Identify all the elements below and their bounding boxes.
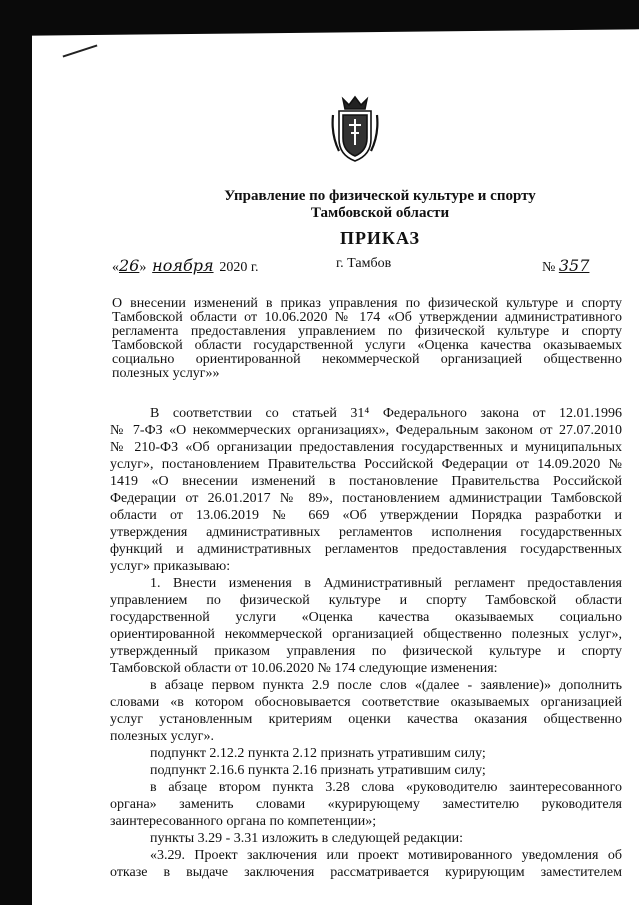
body-line: услуг», постановлением Правительства Российской Федерации от 14.09.2020 №	[110, 457, 622, 472]
body-line: 1. Внести изменения в Административный регламент предоставления	[150, 576, 622, 591]
number-value: 357	[558, 256, 590, 275]
department-name-line2: Тамбовской области	[310, 205, 450, 221]
date-year: 2020 г.	[219, 260, 259, 275]
body-line: словами «в котором обосновывается соответствие оказываемых организацией	[110, 695, 622, 710]
body-line: пункты 3.29 - 3.31 изложить в следующей редакции:	[150, 831, 464, 846]
body-line: подпункт 2.16.6 пункта 2.16 признать утратившим силу;	[150, 763, 486, 778]
date-close-quote: »	[139, 260, 147, 275]
city: г. Тамбов	[336, 256, 392, 271]
body-line: функций и административных регламентов предоставления государственных	[110, 542, 622, 557]
subject-line: О внесении изменений в приказ управления по физической культуре и спорту	[112, 296, 622, 311]
body-line: ориентированной некоммерческой организацией общественно полезных услуг»,	[110, 627, 622, 642]
body-line: утверждения административных регламентов исполнения государственных	[110, 525, 622, 540]
body-line: Тамбовской области от 10.06.2020 № 174 следующие изменения:	[110, 661, 498, 676]
scan-border-left	[0, 0, 32, 905]
body-line: в абзаце втором пункта 3.28 слова «руководителю заинтересованного	[150, 780, 622, 795]
body-line: Федерации от 26.01.2017 № 89», постановлением администрации Тамбовской	[110, 491, 622, 506]
body-line: области от 13.06.2019 № 669 «Об утверждении Порядка разработки и	[110, 508, 622, 523]
body-line: № 210-ФЗ «Об организации предоставления государственных и муниципальных	[110, 440, 622, 455]
number-label: №	[542, 260, 556, 275]
order-title: ПРИКАЗ	[339, 228, 421, 248]
scan-border-top	[0, 0, 639, 36]
body-line: 1419 «О внесении изменений в постановление Правительства Российской	[110, 474, 622, 489]
subject-line: Тамбовской области от 10.06.2020 № 174 «Об утверждении административного	[112, 310, 622, 325]
body-line: В соответствии со статьей 31⁴ Федерального закона от 12.01.1996	[150, 406, 622, 421]
date-day: 26	[119, 256, 140, 275]
subject-line: полезных услуг»»	[112, 366, 220, 381]
coat-of-arms-icon	[329, 95, 381, 165]
body-line: № 7-ФЗ «О некоммерческих организациях», Федеральным законом от 27.07.2010	[110, 423, 622, 438]
subject-line: регламента предоставления управлением по физической культуре и спорту	[112, 324, 622, 339]
body-line: утвержденный приказом управления по физической культуре и спорту	[110, 644, 622, 659]
body-line: управлением по физической культуре и спорту Тамбовской области	[110, 593, 622, 608]
order-number	[542, 256, 589, 276]
subject-line: Тамбовской области государственной услуги «Оценка качества оказываемых	[112, 338, 622, 353]
body-line: заинтересованного органа по компетенции»;	[110, 814, 377, 829]
order-date	[112, 256, 259, 276]
body-line: полезных услуг».	[110, 729, 215, 744]
body-line: «3.29. Проект заключения или проект мотивированного уведомления об	[150, 848, 622, 863]
body-line: услуг установленным критериям оценки качества оказания общественно	[110, 712, 622, 727]
department-name-line1: Управление по физической культуре и спорту	[224, 188, 536, 204]
subject-line: социально ориентированной некоммерческой организацией общественно	[112, 352, 622, 367]
body-line: отказе в выдаче заключения рассматривается курирующим заместителем	[110, 865, 622, 880]
date-month: ноября	[152, 256, 214, 275]
body-line: подпункт 2.12.2 пункта 2.12 признать утратившим силу;	[150, 746, 486, 761]
body-line: органа» заменить словами «курирующему заместителю руководителя	[110, 797, 622, 812]
body-line: услуг» приказываю:	[110, 559, 231, 574]
date-open-quote: «	[112, 260, 119, 275]
body-line: государственной услуги «Оценка качества оказываемых социально	[110, 610, 622, 625]
body-line: в абзаце первом пункта 2.9 после слов «(далее - заявление)» дополнить	[150, 678, 622, 693]
